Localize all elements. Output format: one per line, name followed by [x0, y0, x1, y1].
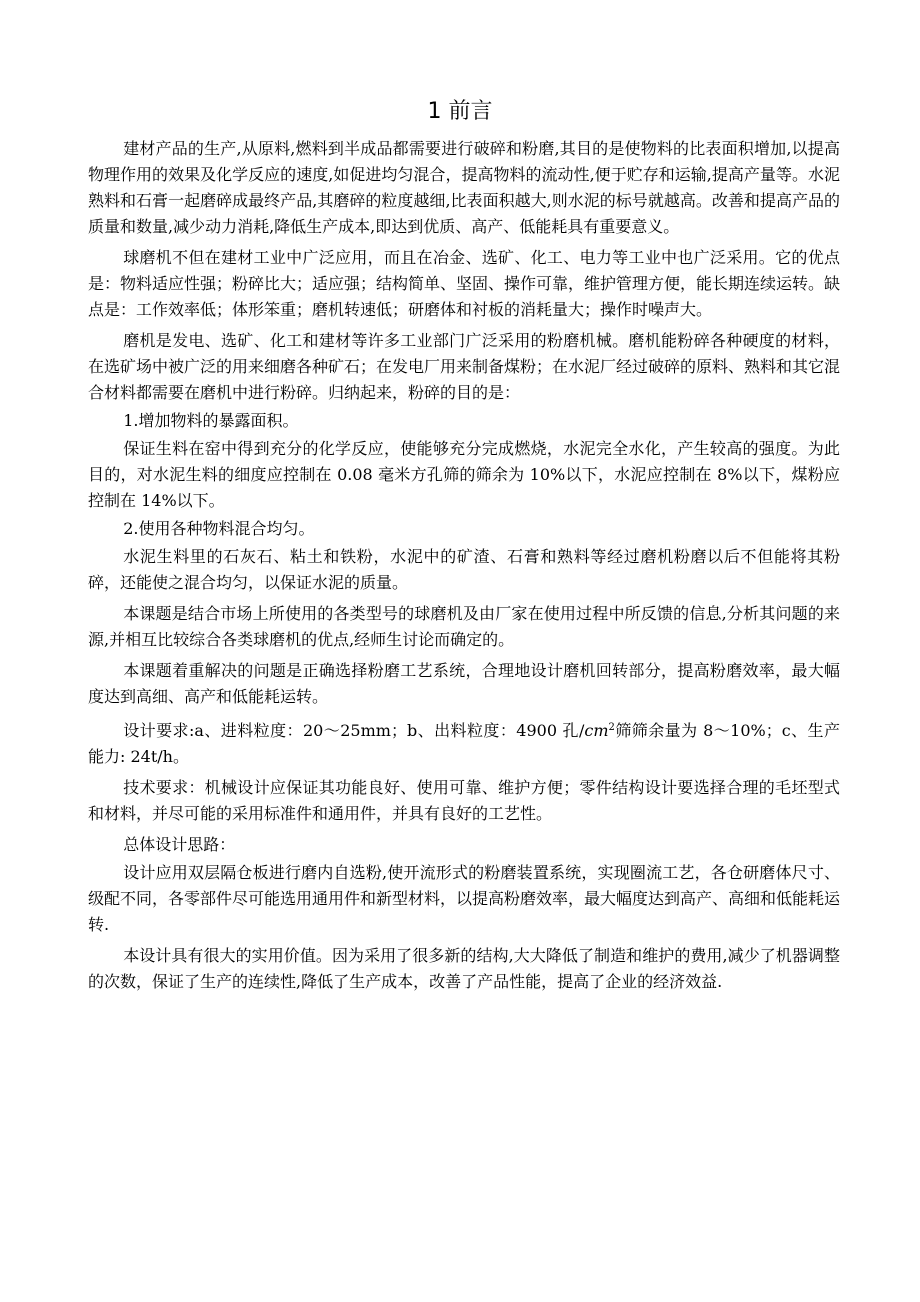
design-req-unit: cm [584, 721, 609, 740]
paragraph-design-approach-heading: 总体设计思路： [123, 835, 236, 854]
paragraph-mill-usage: 磨机是发电、选矿、化工和建材等许多工业部门广泛采用的粉磨机械。磨机能粉碎各种硬度的材料，在选矿场中被广泛的用来细磨各种矿石；在发电厂用来制备煤粉；在水泥厂经过破碎的原料、熟料和其它混合材料都需要在磨机中进行粉碎。归纳起来，粉碎的目的是： [88, 331, 841, 402]
paragraph-point-2: 2.使用各种物料混合均匀。 [123, 519, 315, 538]
design-req-superscript: 2 [608, 722, 615, 733]
paragraph-point-1: 1.增加物料的暴露面积。 [123, 411, 299, 430]
paragraph-topic-origin: 本课题是结合市场上所使用的各类型号的球磨机及由厂家在使用过程中所反馈的信息,分析其问题的来源,并相互比较综合各类球磨机的优点,经师生讨论而确定的。 [88, 604, 840, 649]
design-req-text-after: 筛筛余量为 8～10%；c、生产能力: 24t/h。 [88, 721, 840, 766]
paragraph-mixing: 水泥生料里的石灰石、粘土和铁粉，水泥中的矿渣、石膏和熟料等经过磨机粉磨以后不但能将其粉碎，还能使之混合均匀，以保证水泥的质量。 [88, 547, 840, 592]
paragraph-fineness: 保证生料在窑中得到充分的化学反应，使能够充分完成燃烧，水泥完全水化，产生较高的强度。为此目的，对水泥生料的细度应控制在 0.08 毫米方孔筛的筛余为 10%以下，水泥应控制在 8%以下，煤粉应控制在 14%以下。 [88, 439, 840, 510]
section-title: 1 前言 [427, 99, 493, 124]
paragraph-design-approach: 设计应用双层隔仓板进行磨内自选粉,使开流形式的粉磨装置系统，实现圈流工艺，各仓研磨体尺寸、级配不同，各零部件尽可能选用通用件和新型材料，以提高粉磨效率，最大幅度达到高产、高细和低能耗运转. [88, 863, 841, 934]
paragraph-topic-focus: 本课题着重解决的问题是正确选择粉磨工艺系统，合理地设计磨机回转部分，提高粉磨效率，最大幅度达到高细、高产和低能耗运转。 [88, 661, 840, 706]
paragraph-design-requirements [88, 715, 840, 770]
design-req-text-before: 设计要求:a、进料粒度：20～25mm；b、出料粒度：4900 孔/ [123, 721, 585, 740]
document-body [88, 136, 840, 1000]
paragraph-ball-mill-pros-cons: 球磨机不但在建材工业中广泛应用，而且在冶金、选矿、化工、电力等工业中也广泛采用。它的优点是：物料适应性强；粉碎比大；适应强；结构简单、坚固、操作可靠，维护管理方便，能长期连续运转。缺点是：工作效率低；体形笨重；磨机转速低；研磨体和衬板的消耗量大；操作时噪声大。 [88, 248, 841, 319]
paragraph-value: 本设计具有很大的实用价值。因为采用了很多新的结构,大大降低了制造和维护的费用,减少了机器调整的次数，保证了生产的连续性,降低了生产成本，改善了产品性能，提高了企业的经济效益. [88, 946, 840, 991]
paragraph-intro: 建材产品的生产,从原料,燃料到半成品都需要进行破碎和粉磨,其目的是使物料的比表面积增加,以提高物理作用的效果及化学反应的速度,如促进均匀混合，提高物料的流动性,便于贮存和运输,提高产量等。水泥熟料和石膏一起磨碎成最终产品,其磨碎的粒度越细,比表面积越大,则水泥的标号就越高。改善和提高产品的质量和数量,减少动力消耗,降低生产成本,即达到优质、高产、低能耗具有重要意义。 [88, 139, 840, 236]
paragraph-technical-requirements: 技术要求：机械设计应保证其功能良好、使用可靠、维护方便；零件结构设计要选择合理的毛坯型式和材料，并尽可能的采用标准件和通用件，并具有良好的工艺性。 [88, 778, 840, 823]
